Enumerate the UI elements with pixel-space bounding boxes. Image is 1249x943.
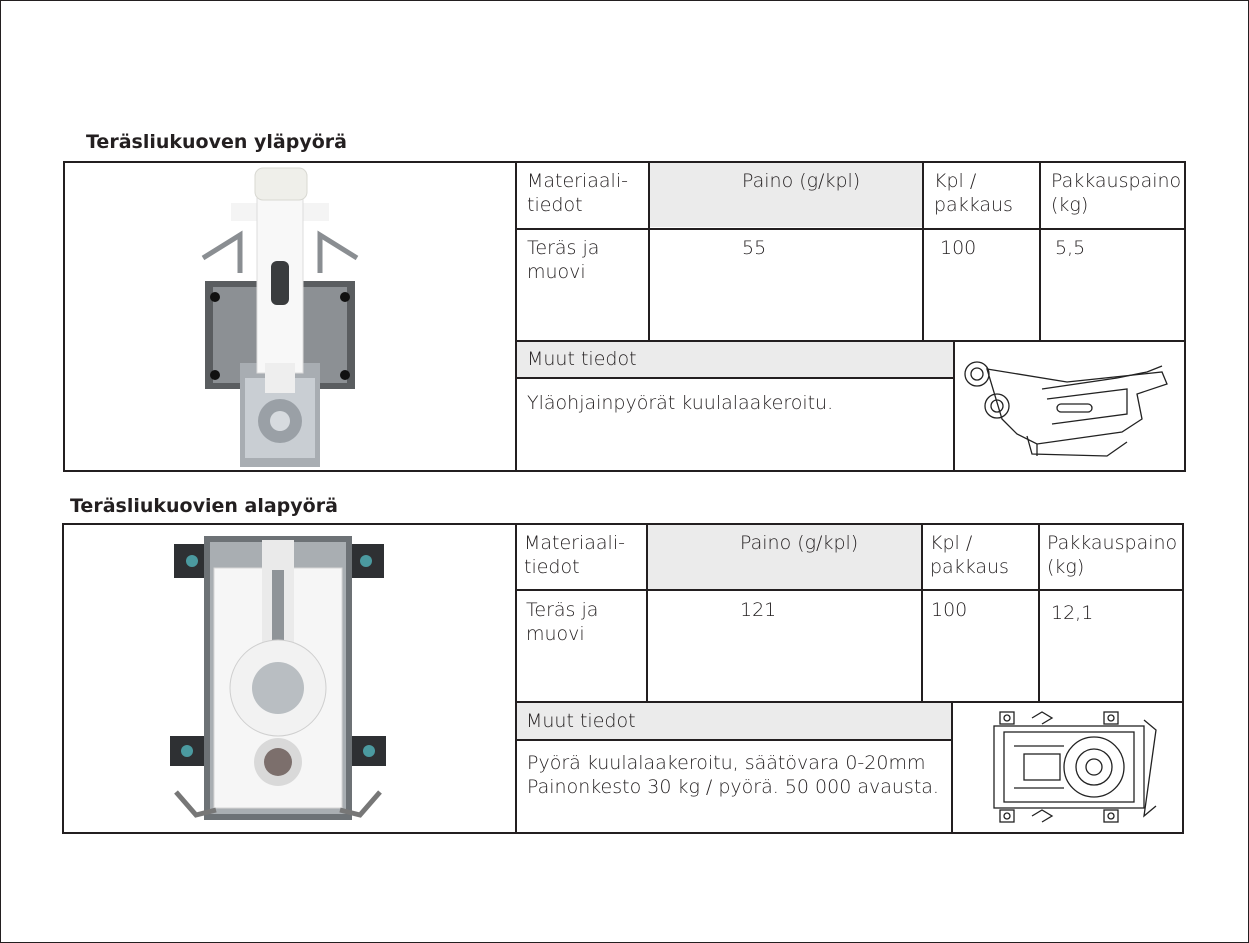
header-weight: Paino (g/kpl) — [648, 525, 921, 589]
cell-weight: 55 — [742, 237, 767, 259]
header-count: Kpl / pakkaus — [934, 170, 1013, 216]
bottom-roller-photo — [166, 530, 390, 826]
section-title: Teräsliukuoven yläpyörä — [86, 131, 347, 153]
other-info-text: Pyörä kuulalaakeroitu, säätövara 0-20mm Painonkesto 30 kg / pyörä. 50 000 avausta. — [527, 752, 939, 798]
other-info-label: Muut tiedot — [517, 342, 953, 377]
header-weight: Paino (g/kpl) — [650, 163, 922, 227]
header-pack-weight: Pakkauspaino (kg) — [1051, 170, 1182, 216]
top-roller-drawing — [957, 344, 1183, 468]
header-count: Kpl / pakkaus — [930, 532, 1009, 578]
section-title: Teräsliukuovien alapyörä — [70, 495, 338, 517]
bottom-roller-drawing — [984, 706, 1164, 830]
cell-pack-weight: 5,5 — [1055, 237, 1086, 259]
other-info-label: Muut tiedot — [517, 703, 951, 739]
cell-material: Teräs ja muovi — [526, 599, 599, 645]
header-material: Materiaali-tiedot — [527, 170, 628, 216]
cell-material: Teräs ja muovi — [527, 237, 600, 283]
cell-count: 100 — [940, 237, 977, 259]
header-pack-weight: Pakkauspaino (kg) — [1047, 532, 1178, 578]
top-roller-photo — [195, 163, 365, 469]
other-info-text: Yläohjainpyörät kuulalaakeroitu. — [527, 392, 834, 414]
cell-weight: 121 — [740, 599, 777, 621]
cell-count: 100 — [931, 599, 968, 621]
header-material: Materiaali-tiedot — [524, 532, 625, 578]
cell-pack-weight: 12,1 — [1051, 602, 1094, 624]
